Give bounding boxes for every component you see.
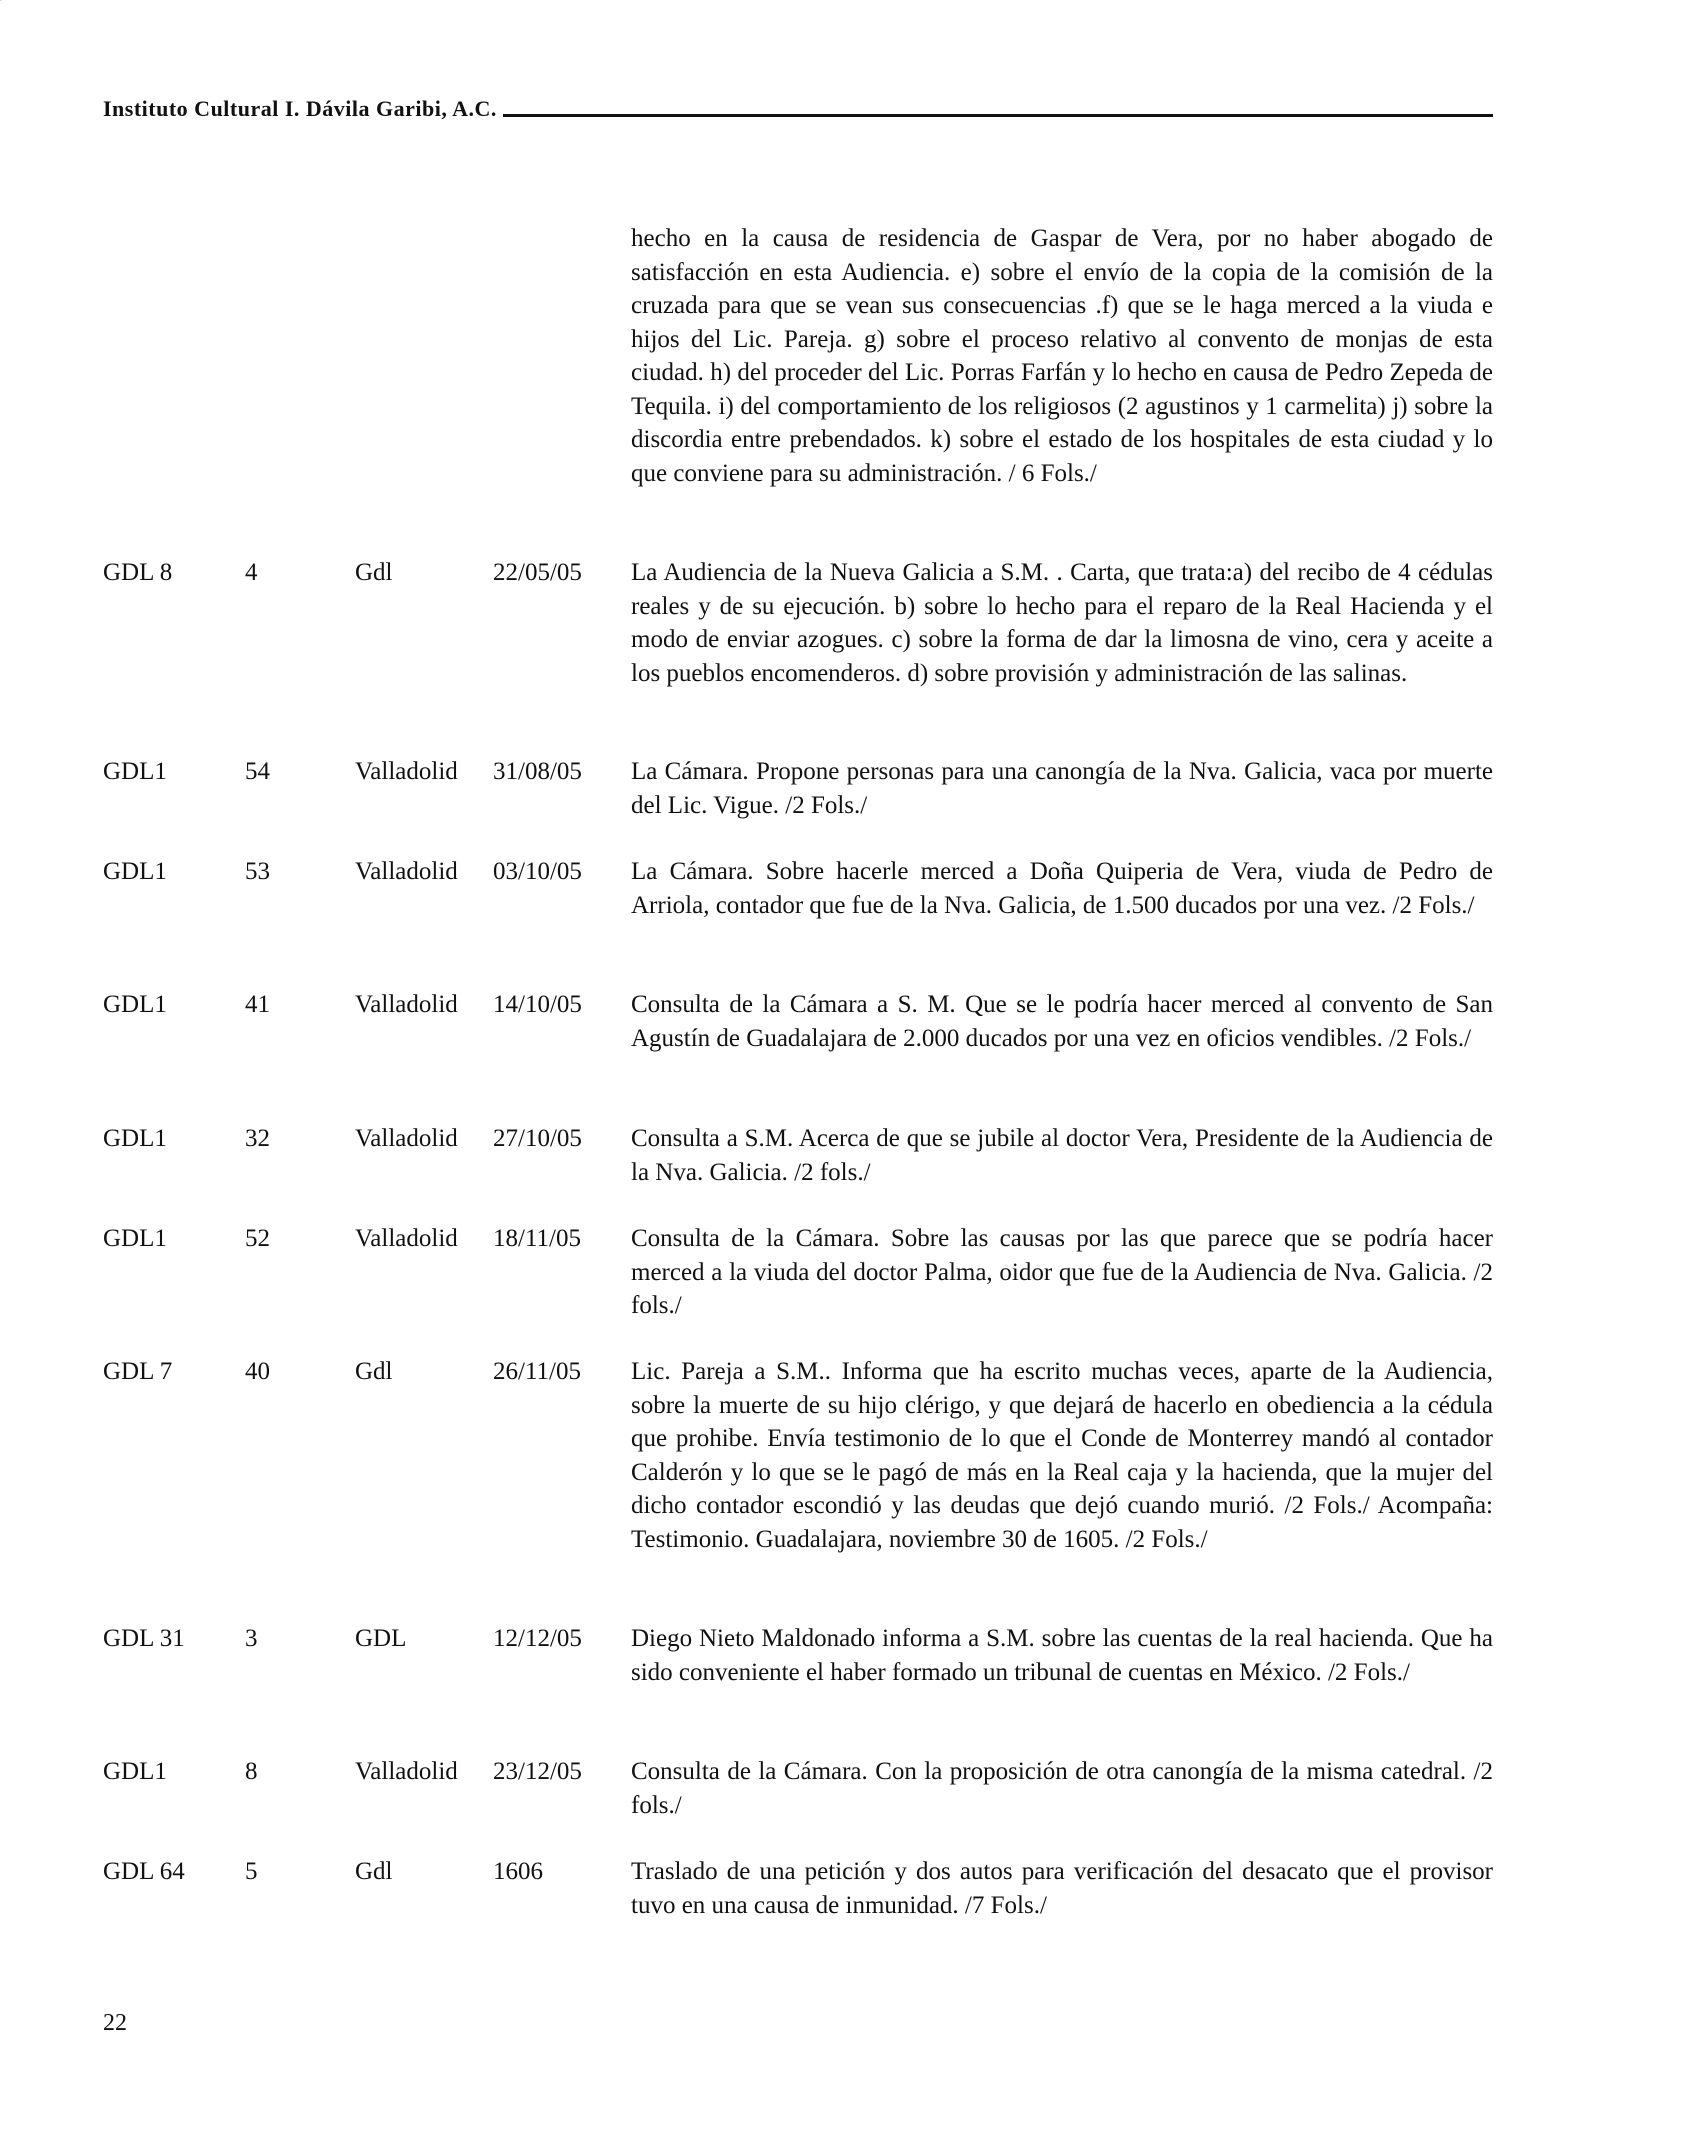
page-number: 22 [103, 2010, 127, 2036]
entry-description: Lic. Pareja a S.M.. Informa que ha escrito muchas veces, aparte de la Audiencia, sobre la muerte de su hijo clérigo, y que dejará de hacerlo en obediencia a la cédula que prohibe. Envía testimonio de lo que el Conde de Monterrey mandó al contador Calderón y lo que se le pagó de más en la Real caja y la hacienda, que la mujer del dicho contador escondió y las deudas que dejó cuando murió. /2 Fols./ Acompaña: Testimonio. Guadalajara, noviembre 30 de 1605. /2 Fols./ [631, 1358, 1493, 1553]
entry-description: Diego Nieto Maldonado informa a S.M. sobre las cuentas de la real hacienda. Que ha sido conveniente el haber formado un tribunal de cuentas en México. /2 Fols./ [631, 1625, 1493, 1686]
entry-description: Traslado de una petición y dos autos para verificación del desacato que el provisor tuvo en una causa de inmunidad. /7 Fols./ [631, 1858, 1493, 1919]
entry-number: 52 [245, 1225, 270, 1252]
scan-corner-mark [0, 0, 46, 20]
entry-number: 8 [245, 1758, 258, 1785]
entry-place: Valladolid [355, 991, 458, 1018]
entry-date: 31/08/05 [493, 758, 582, 785]
entry-number: 40 [245, 1358, 270, 1385]
entry-description: Consulta de la Cámara a S. M. Que se le podría hacer merced al convento de San Agustín de Guadalajara de 2.000 ducados por una vez en oficios vendibles. /2 Fols./ [631, 991, 1493, 1052]
entry-place: Valladolid [355, 1758, 458, 1785]
entry-description: Consulta de la Cámara. Con la proposición de otra canongía de la misma catedral. /2 fols./ [631, 1758, 1493, 1819]
entry-place: GDL [355, 1625, 407, 1652]
entry-place: Gdl [355, 1858, 393, 1885]
entry-description: La Cámara. Propone personas para una canongía de la Nva. Galicia, vaca por muerte del Lic. Vigue. /2 Fols./ [631, 758, 1493, 819]
entry-date: 12/12/05 [493, 1625, 582, 1652]
entry-ref: GDL 8 [103, 559, 173, 586]
entry-description: Consulta a S.M. Acerca de que se jubile al doctor Vera, Presidente de la Audiencia de la Nva. Galicia. /2 fols./ [631, 1125, 1493, 1186]
entry-ref: GDL1 [103, 1225, 167, 1252]
entry-number: 53 [245, 858, 270, 885]
entry-place: Gdl [355, 559, 393, 586]
entry-ref: GDL1 [103, 858, 167, 885]
entry-date: 03/10/05 [493, 858, 582, 885]
entry-number: 3 [245, 1625, 258, 1652]
entry-ref: GDL1 [103, 758, 167, 785]
entry-ref: GDL 64 [103, 1858, 185, 1885]
entry-date: 22/05/05 [493, 559, 582, 586]
entry-place: Valladolid [355, 758, 458, 785]
entry-description: La Audiencia de la Nueva Galicia a S.M. . Carta, que trata:a) del recibo de 4 cédulas reales y de su ejecución. b) sobre lo hecho para el reparo de la Real Hacienda y el modo de enviar azogues. c) sobre la forma de dar la limosna de vino, cera y aceite a los pueblos encomenderos. d) sobre provisión y administración de las salinas. [631, 559, 1493, 687]
entry-date: 14/10/05 [493, 991, 582, 1018]
header-title: Instituto Cultural I. Dávila Garibi, A.C. [103, 96, 497, 121]
entry-ref: GDL1 [103, 991, 167, 1018]
entry-date: 26/11/05 [493, 1358, 581, 1385]
entry-ref: GDL 7 [103, 1358, 173, 1385]
entry-number: 41 [245, 991, 270, 1018]
entry-ref: GDL1 [103, 1125, 167, 1152]
continued-entry-text: hecho en la causa de residencia de Gaspar de Vera, por no haber abogado de satisfacción en esta Audiencia. e) sobre el envío de la copia de la comisión de la cruzada para que se vean sus consecuencias .f) que se le haga merced a la viuda e hijos del Lic. Pareja. g) sobre el proceso relativo al convento de monjas de esta ciudad. h) del proceder del Lic. Porras Farfán y lo hecho en causa de Pedro Zepeda de Tequila. i) del comportamiento de los religiosos (2 agustinos y 1 carmelita) j) sobre la discordia entre prebendados. k) sobre el estado de los hospitales de esta ciudad y lo que conviene para su administración. / 6 Fols./ [631, 225, 1493, 487]
entry-place: Gdl [355, 1358, 393, 1385]
page-header [103, 96, 1493, 122]
entry-place: Valladolid [355, 1225, 458, 1252]
entry-ref: GDL 31 [103, 1625, 185, 1652]
entry-date: 27/10/05 [493, 1125, 582, 1152]
entry-description: La Cámara. Sobre hacerle merced a Doña Quiperia de Vera, viuda de Pedro de Arriola, contador que fue de la Nva. Galicia, de 1.500 ducados por una vez. /2 Fols./ [631, 858, 1493, 919]
entry-number: 54 [245, 758, 270, 785]
entry-number: 32 [245, 1125, 270, 1152]
entry-date: 1606 [493, 1858, 543, 1885]
entry-place: Valladolid [355, 858, 458, 885]
header-rule [503, 114, 1493, 117]
entry-ref: GDL1 [103, 1758, 167, 1785]
entry-place: Valladolid [355, 1125, 458, 1152]
entry-date: 18/11/05 [493, 1225, 581, 1252]
entry-number: 4 [245, 559, 258, 586]
entry-description: Consulta de la Cámara. Sobre las causas por las que parece que se podría hacer merced a la viuda del doctor Palma, oidor que fue de la Audiencia de Nva. Galicia. /2 fols./ [631, 1225, 1493, 1319]
entry-number: 5 [245, 1858, 258, 1885]
entry-date: 23/12/05 [493, 1758, 582, 1785]
